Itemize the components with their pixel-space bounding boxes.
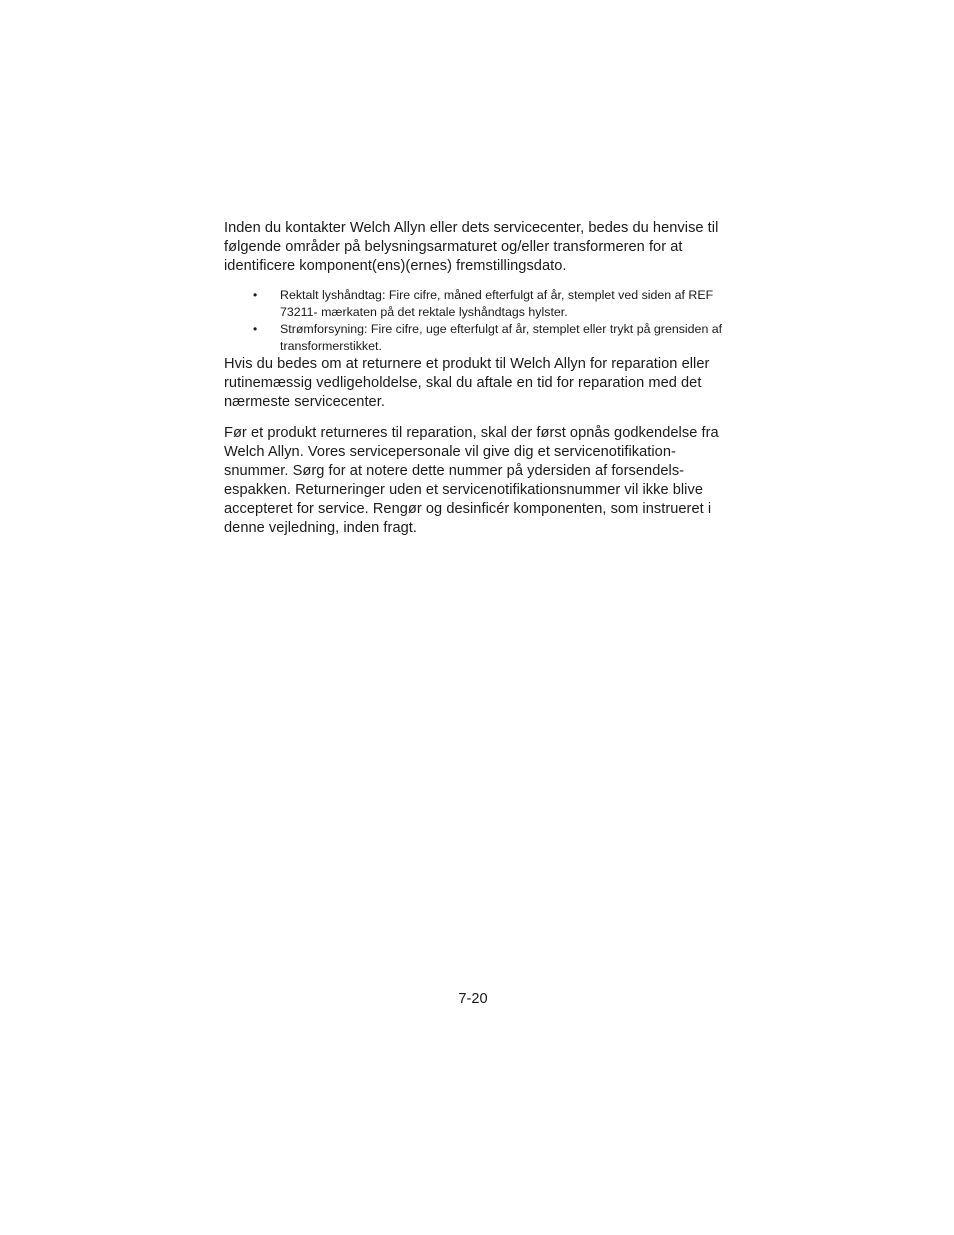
bullet-icon: • xyxy=(253,288,258,302)
page-number: 7-20 xyxy=(458,991,488,1007)
list-item xyxy=(253,321,730,355)
date-location-list xyxy=(224,287,730,355)
bullet-icon: • xyxy=(253,322,258,336)
return-request-paragraph: Hvis du bedes om at returnere et produkt til Welch Allyn for reparation eller rutinemæssig vedligeholdelse, skal du aftale en tid for reparation med det nærmeste servicecenter. xyxy=(224,356,710,410)
page-content xyxy=(224,219,730,538)
list-item-text: Strømforsyning: Fire cifre, uge efterfulgt af år, stemplet eller trykt på grensiden af transformerstikket. xyxy=(280,322,723,353)
approval-paragraph: Før et produkt returneres til reparation, skal der først opnås godkendelse fra Welch Allyn. Vores servicepersonale vil give dig et servicenotifikation-snummer. Sørg for at notere dette nummer på ydersiden af forsendels-espakken. Returneringer uden et servicenotifikationsnummer vil ikke blive accepteret for service. Rengør og desinficér komponenten, som instrueret i denne vejledning, inden fragt. xyxy=(224,425,719,536)
list-item-text: Rektalt lyshåndtag: Fire cifre, måned efterfulgt af år, stemplet ved siden af REF 73211- mærkaten på det rektale lyshåndtags hylster. xyxy=(280,288,714,319)
intro-paragraph: Inden du kontakter Welch Allyn eller dets servicecenter, bedes du henvise til følgende områder på belysningsarmaturet og/eller transformeren for at identificere komponent(ens)(ernes) fremstillingsdato. xyxy=(224,220,719,274)
list-item xyxy=(253,287,730,321)
